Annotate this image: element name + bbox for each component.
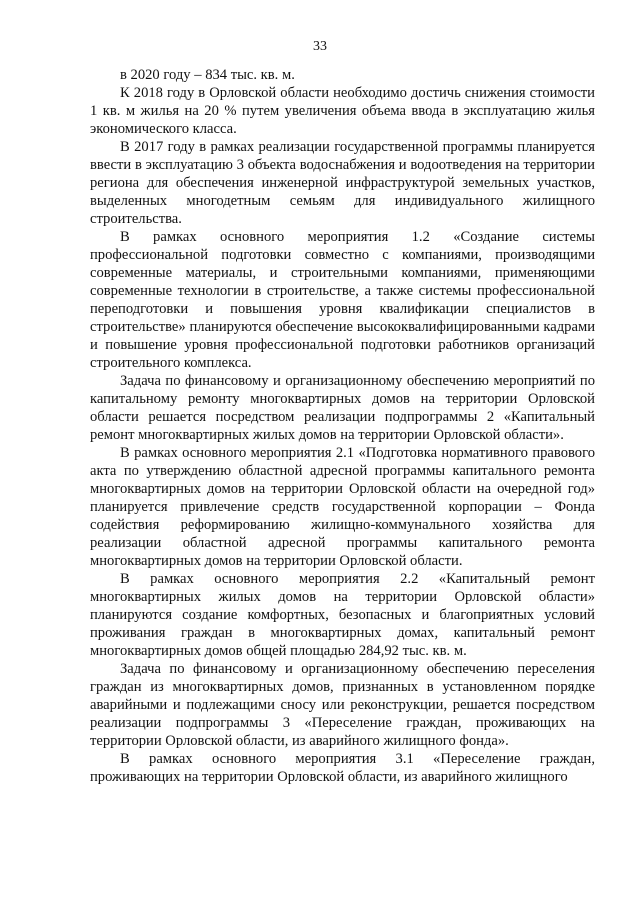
paragraph-9: В рамках основного мероприятия 3.1 «Переселение граждан, проживающих на территории Орловской области, из аварийного жилищного [90, 751, 595, 785]
paragraph-6: В рамках основного мероприятия 2.1 «Подготовка нормативного правового акта по утверждению областной адресной программы капитального ремонта многоквартирных домов на территории Орловской области на очередной год» планируется привлечение средств государственной корпорации – Фонда содействия реформированию жилищно-коммунального хозяйства для реализации областной адресной программы капитального ремонта многоквартирных домов на территории Орловской области. [90, 445, 595, 569]
paragraph-1: в 2020 году – 834 тыс. кв. м. [120, 67, 295, 83]
paragraph-4: В рамках основного мероприятия 1.2 «Создание системы профессиональной подготовки совместно с компаниями, производящими современные материалы, и строительными компаниями, применяющими современные технологии в строительстве, а также системы профессиональной переподготовки и повышения уровня квалификации специалистов в строительстве» планируются обеспечение высококвалифицированными кадрами и повышение уровня профессиональной подготовки работников организаций строительного комплекса. [90, 229, 595, 371]
document-body [90, 66, 595, 786]
paragraph-3: В 2017 году в рамках реализации государственной программы планируется ввести в эксплуатацию 3 объекта водоснабжения и водоотведения на территории региона для обеспечения инженерной инфраструктурой земельных участков, выделенных многодетным семьям для индивидуального жилищного строительства. [90, 139, 595, 227]
page-number: 33 [313, 39, 327, 54]
paragraph-2: К 2018 году в Орловской области необходимо достичь снижения стоимости 1 кв. м жилья на 20 % путем увеличения объема ввода в эксплуатацию жилья экономического класса. [90, 85, 595, 137]
paragraph-7: В рамках основного мероприятия 2.2 «Капитальный ремонт многоквартирных жилых домов на территории Орловской области» планируются создание комфортных, безопасных и благоприятных условий проживания граждан в многоквартирных домах, капитальный ремонт многоквартирных домов общей площадью 284,92 тыс. кв. м. [90, 571, 595, 659]
paragraph-5: Задача по финансовому и организационному обеспечению мероприятий по капитальному ремонту многоквартирных домов на территории Орловской области решается посредством реализации подпрограммы 2 «Капитальный ремонт многоквартирных жилых домов на территории Орловской области». [90, 373, 595, 443]
paragraph-8: Задача по финансовому и организационному обеспечению переселения граждан из многоквартирных домов, признанных в установленном порядке аварийными и подлежащими сносу или реконструкции, решается посредством реализации подпрограммы 3 «Переселение граждан, проживающих на территории Орловской области, из аварийного жилищного фонда». [90, 661, 595, 749]
